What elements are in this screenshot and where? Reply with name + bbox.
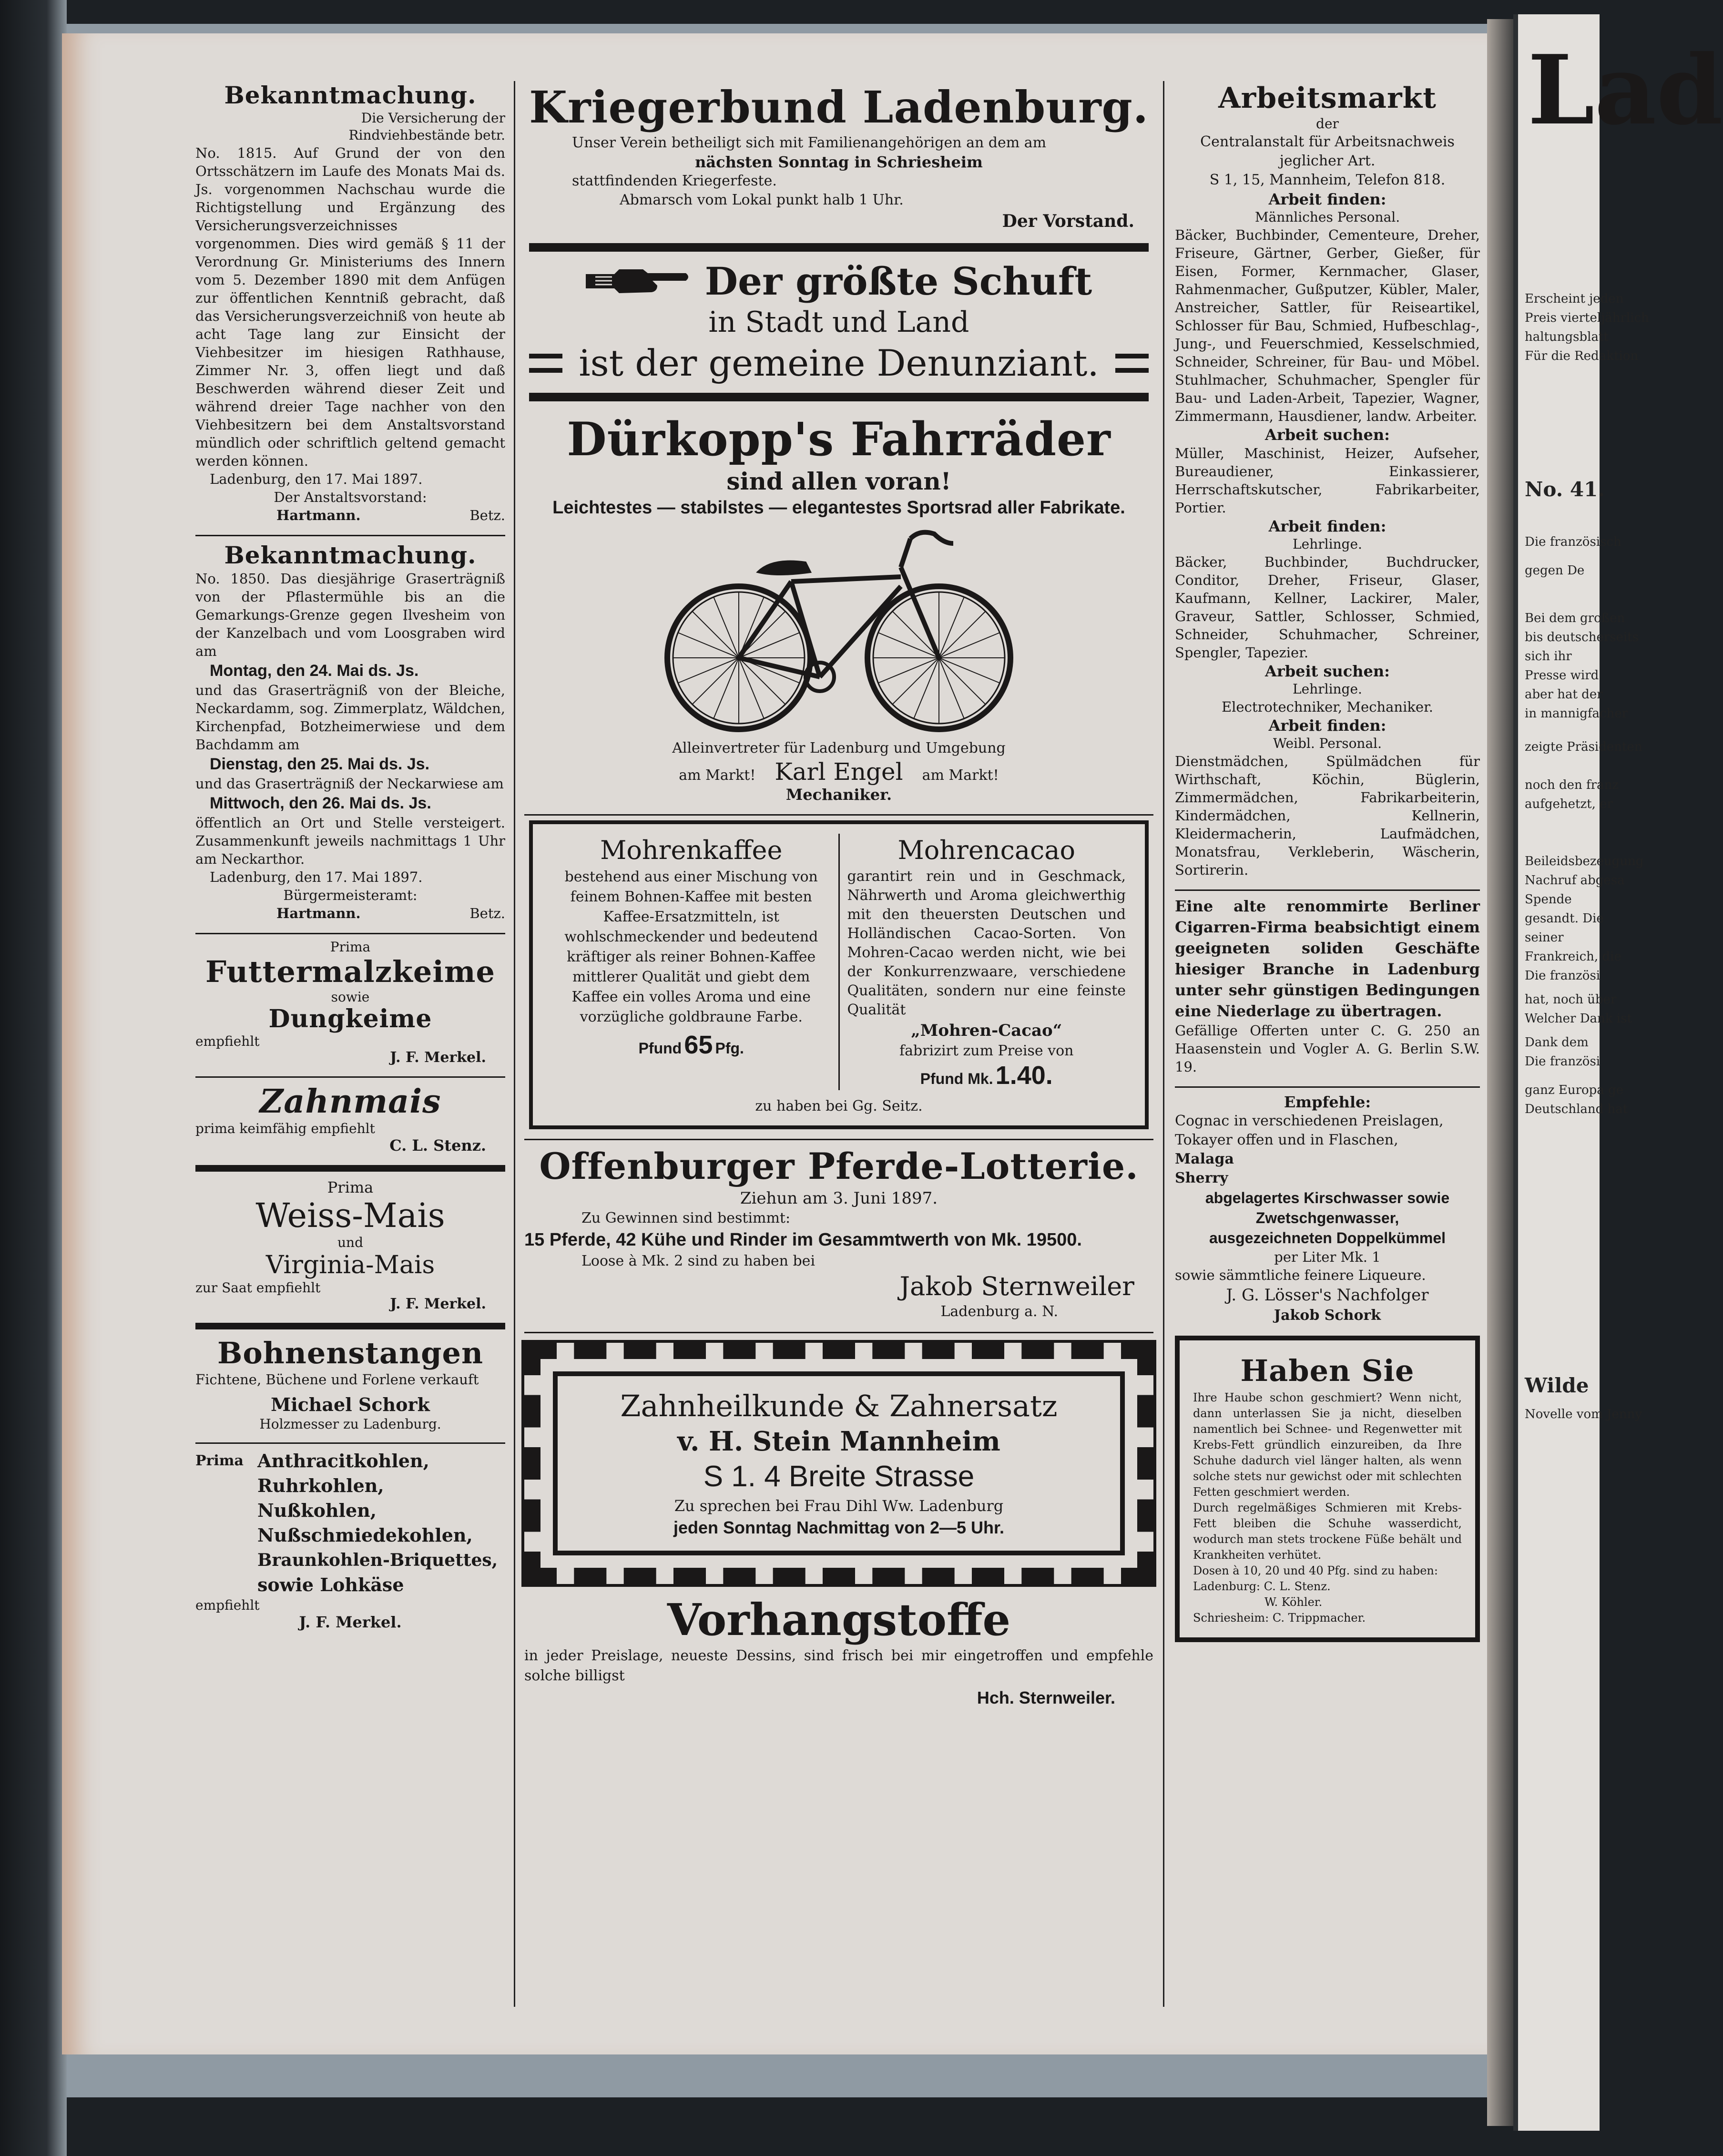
habensie-seller: Schriesheim: C. Trippmacher. [1193, 1611, 1366, 1625]
signer-suffix: Betz. [469, 905, 505, 921]
arbeits-sub: Lehrlinge. [1293, 681, 1362, 697]
arbeits-list: Dienstmädchen, Spülmädchen für Wirthschaft, Köchin, Büglerin, Zimmermädchen, Fabrikarbeiterin, Kindermädchen, Kellnerin, Kleidermacherin, Laufmädchen, Monatsfrau, Verkleberin, Wäscherin, Sortirerin. [1175, 753, 1480, 878]
ad-product: Weiss-Mais [255, 1196, 445, 1235]
ad-product: Virginia-Mais [265, 1251, 435, 1279]
notice-body: und das Graserträgniß der Neckarwiese am [195, 776, 504, 792]
zahnheil-line: Zu sprechen bei Frau Dihl Ww. Ladenburg [674, 1497, 1004, 1515]
divider [524, 1332, 1153, 1333]
next-page-line: Die französi [1525, 969, 1601, 983]
ad-subtitle: sind allen voran! [726, 467, 951, 495]
kohlen-item: sowie Lohkäse [257, 1574, 404, 1595]
next-page-line: aufgehetzt, er [1525, 797, 1613, 811]
ad-agent-row [524, 758, 1153, 786]
arbeits-anstalt: Centralanstalt für Arbeitsnachweis jeglicher Art. [1200, 133, 1455, 169]
ad-seller: Michael Schork [271, 1394, 430, 1415]
ad-line: nächsten Sonntag in Schriesheim [695, 153, 983, 171]
masthead: Lad [1528, 34, 1723, 146]
mohren-footer: zu haben bei Gg. Seitz. [755, 1098, 923, 1114]
spirits-seller2: Jakob Schork [1274, 1307, 1381, 1324]
kohlen-list [257, 1449, 505, 1597]
lotterie-prizes: 15 Pferde, 42 Kühe und Rinder im Gesammtwerth von Mk. 19500. [524, 1230, 1082, 1250]
column-2 [524, 81, 1153, 1720]
ad-line: Unser Verein betheiligt sich mit Familienangehörigen an dem am [572, 134, 1047, 151]
notice-date: Ladenburg, den 17. Mai 1897. [210, 471, 423, 487]
ad-line: stattfindenden Kriegerfeste. [572, 173, 777, 189]
column-3 [1175, 81, 1480, 1653]
signer-suffix: Betz. [469, 507, 505, 523]
arbeits-heading: Arbeit suchen: [1265, 426, 1390, 444]
next-page-line: Welcher Dank ist [1525, 1012, 1632, 1026]
ad-kohlen [195, 1449, 505, 1631]
habensie-seller: W. Köhler. [1264, 1595, 1323, 1609]
ad-empfiehlt: empfiehlt [195, 1597, 260, 1613]
cigarren-offer: Gefällige Offerten unter C. G. 250 an Haasenstein und Vogler A. G. Berlin S.W. 19. [1175, 1022, 1480, 1075]
ad-zahnheilkunde [524, 1343, 1153, 1584]
kohlen-item: Nußkohlen, [257, 1500, 377, 1521]
notice-gras [195, 541, 505, 922]
habensie-dosen: Dosen à 10, 20 und 40 Pfg. sind zu haben: [1193, 1564, 1438, 1577]
zahnheil-title: Zahnheilkunde & Zahnersatz [620, 1389, 1058, 1423]
notice-title: Bekanntmachung. [224, 81, 477, 109]
mohren-body: bestehend aus einer Mischung von feinem Bohnen-Kaffee mit besten Kaffee-Ersatzmitteln, ist wohlschmeckender und bedeutend kräftiger als reiner Bohnen-Kaffee mittlerer Qualität und giebt dem Kaffee ein volles Aroma und eine vorzügliche goldbraune Farbe. [564, 869, 818, 1025]
ornament-bar [1115, 354, 1149, 373]
next-page-line: Die französisch [1525, 535, 1621, 549]
ad-futtermalzkeime [195, 939, 505, 1066]
ad-title: Kriegerbund Ladenburg. [529, 82, 1149, 133]
notice-body: No. 1815. Auf Grund der von den Ortsschätzern im Laufe des Monats Mai ds. Js. vorgenommen Nachschau wurde die Richtigstellung und Ergänzung des Versicherungsverzeichnisses vorgenommen. Dies wird gemäß § 11 der Verordnung Gr. Ministeriums des Innern vom 5. Dezember 1890 mit dem Anfügen zur öffentlichen Kenntniß gebracht, daß das Versicherungsverzeichniß von heute ab acht Tage lang zur Einsicht der Viehbesitzer im hiesigen Rathhause, Zimmer Nr. 3, offen liegt und daß Beschwerden während dieser Zeit und während dreier Tage nachher von den Viehbesitzern bei dem Anstaltsvorstand mündlich oder schriftlich geltend gemacht werden können. [195, 145, 505, 469]
spirits-line: abgelagertes Kirschwasser sowie [1205, 1189, 1450, 1206]
price-value: 65 [684, 1031, 713, 1059]
divider [195, 1442, 505, 1444]
ad-seller: J. F. Merkel. [299, 1613, 402, 1631]
notice-signature [195, 506, 505, 524]
notice-rindvieh [195, 81, 505, 524]
ad-prefix: Prima [330, 939, 371, 955]
signer: Hartmann. [276, 507, 361, 523]
mohren-columns [544, 834, 1133, 1090]
next-page-line: haltungsblatt [1525, 330, 1609, 344]
notice-office: Bürgermeisteramt: [283, 887, 418, 903]
ad-haben-sie [1175, 1336, 1480, 1642]
spirits-head: Empfehle: [1284, 1093, 1371, 1111]
mohren-title: Mohrencacao [897, 835, 1075, 865]
next-page-line: Die französi [1525, 1054, 1601, 1069]
notice-intro: No. 1850. Das diesjährige Graserträgniß von der Pflastermühle bis an die Gemarkungs-Grenze gegen Ilvesheim von der Kanzelbach und vom Loosgraben wird am [195, 571, 505, 659]
spirits-line: Zwetschgenwasser, [1255, 1209, 1399, 1226]
habensie-body: Durch regelmäßiges Schmieren mit Krebs-Fett bleiben die Schuhe wasserdicht, wodurch man stets trockene Füße behält und Krankheiten verhütet. [1193, 1501, 1462, 1562]
divider [195, 933, 505, 934]
schuft-line2: in Stadt und Land [708, 306, 969, 339]
arbeits-list: Bäcker, Buchbinder, Buchdrucker, Conditor, Dreher, Friseur, Glaser, Kaufmann, Kellner, Lackirer, Maler, Graveur, Sattler, Schlosser, Schmied, Schneider, Schuhmacher, Schreiner, Spengler, Tapezier. [1175, 554, 1480, 661]
divider [195, 1076, 505, 1078]
next-page-line: Novelle vom Jenny [1525, 1407, 1642, 1421]
zahnheil-name: v. H. Stein Mannheim [677, 1426, 1000, 1457]
next-page-line: zeigte Präsidenten [1525, 740, 1642, 754]
ad-product: Zahnmais [259, 1083, 441, 1121]
spirits-seller: J. G. Lösser's Nachfolger [1226, 1286, 1429, 1305]
habensie-seller: Ladenburg: C. L. Stenz. [1193, 1580, 1331, 1593]
vorhang-body: in jeder Preislage, neueste Dessins, sind frisch bei mir eingetroffen und empfehle solche billigst [524, 1647, 1153, 1684]
ad-signer: Der Vorstand. [1002, 211, 1134, 231]
divider-thick [195, 1165, 505, 1172]
zahnheil-line: jeden Sonntag Nachmittag von 2—5 Uhr. [673, 1518, 1005, 1537]
kohlen-item: Anthracitkohlen, [257, 1450, 429, 1471]
kohlen-item: Nußschmiedekohlen, [257, 1524, 473, 1546]
next-page-line: Deutschland hat [1525, 1102, 1628, 1116]
notice-day: Mittwoch, den 26. Mai ds. Js. [210, 794, 431, 812]
next-page-line: bis deutscherseits [1525, 630, 1639, 644]
notice-signature [195, 904, 505, 922]
ad-tagline: Leichtestes — stabilstes — elegantestes Sportsrad aller Fabrikate. [552, 498, 1125, 518]
ad-connector: und [337, 1235, 363, 1250]
lotterie-draw: Ziehun am 3. Juni 1897. [740, 1189, 938, 1208]
ad-vorhangstoffe [524, 1594, 1153, 1710]
arbeits-der: der [1316, 116, 1339, 132]
bicycle-illustration [653, 524, 1025, 734]
ad-empfiehlt: empfiehlt [195, 1033, 260, 1049]
ad-line: Fichtene, Büchene und Forlene verkauft [195, 1371, 479, 1388]
arbeits-sub: Männliches Personal. [1254, 209, 1400, 225]
notice-title: Bekanntmachung. [224, 541, 477, 569]
mohren-title: Mohrenkaffee [600, 835, 783, 865]
ad-arbeitsmarkt [1175, 81, 1480, 879]
price-value: 1.40. [995, 1061, 1053, 1090]
ad-agent-name: Karl Engel [775, 758, 903, 786]
price-prefix: Pfund [638, 1040, 682, 1057]
mohren-price [552, 1030, 831, 1060]
ad-title: Vorhangstoffe [667, 1594, 1011, 1645]
next-page-line: sich ihr [1525, 649, 1572, 664]
ad-product: Bohnenstangen [217, 1336, 484, 1370]
divider-thick [195, 1323, 505, 1329]
spirits-line: ausgezeichneten Doppelkümmel [1209, 1229, 1446, 1247]
divider [1175, 889, 1480, 891]
arbeits-heading: Arbeit suchen: [1265, 662, 1390, 680]
notice-body: und das Graserträgniß von der Bleiche, Neckardamm, sog. Zimmerplatz, Wäldchen, Kirchenpfad, Botzheimerwiese und dem Bachdamm am [195, 682, 505, 753]
ad-title: Arbeitsmarkt [1218, 82, 1437, 115]
spirits-line: sowie sämmtliche feinere Liqueure. [1175, 1267, 1426, 1283]
ad-zahnmais [195, 1083, 505, 1155]
ad-title: Dürkopp's Fahrräder [567, 412, 1111, 466]
ornament-bar [529, 354, 562, 373]
mohren-body: garantirt rein und in Geschmack, Nährwerth und Aroma gleichwerthig mit den theuersten Deutschen und Holländischen Cacao-Sorten. Von Mohren-Cacao werden nicht, wie bei der Konkurrenzwaare, verschiedene Qualitäten, sondern nur eine feinste Qualität [847, 868, 1126, 1018]
next-page-line: noch den franz [1525, 778, 1619, 792]
price-suffix: Pfg. [715, 1040, 744, 1057]
mohrencacao [838, 834, 1134, 1090]
next-page-edge [1513, 14, 1723, 2131]
next-page-line: Wilde [1525, 1374, 1589, 1397]
ad-am-markt: am Markt! [922, 767, 999, 784]
arbeits-list: Electrotechniker, Mechaniker. [1221, 699, 1433, 715]
next-page-line: Bei dem großen [1525, 611, 1625, 625]
lotterie-place: Ladenburg a. N. [940, 1303, 1058, 1320]
price-prefix: Pfund Mk. [920, 1070, 993, 1087]
ad-line: prima keimfähig empfiehlt [195, 1121, 375, 1136]
spirits-line: Cognac in verschiedenen Preislagen, [1175, 1113, 1444, 1129]
next-page-line: Spende [1525, 892, 1572, 907]
ad-bohnenstangen [195, 1336, 505, 1432]
kohlen-item: Braunkohlen-Briquettes, [257, 1550, 498, 1570]
schuft-headline: Der größte Schuft [704, 259, 1092, 304]
arbeits-list: Bäcker, Buchbinder, Cementeure, Dreher, Friseure, Gärtner, Gerber, Gießer, für Eisen, Former, Kernmacher, Glaser, Rahmenmacher, Gußputzer, Kübler, Maler, Anstreicher, Sattler, für Reiseartikel, Schlosser für Bau, Schmied, Hufbeschlag-, Jung-, und Feuerschmied, Kesselschmied, Schneider, Schreiner, für Bau- und Möbel. Stuhlmacher, Schuhmacher, Spengler für Bau- und Laden-Arbeit, Tapezier, Wagner, Zimmermann, Hausdiener, landw. Arbeiter. [1175, 227, 1480, 424]
cigarren-body: Eine alte renommirte Berliner Cigarren-Firma beabsichtigt einem geeigneten soliden Geschäfte hiesiger Branche in Ladenburg unter sehr günstigen Bedingungen eine Niederlage zu übertragen. [1175, 897, 1480, 1020]
next-page-line: Für die Redaktion [1525, 349, 1639, 363]
ad-kriegerbund [524, 81, 1153, 233]
schuft-line3-row [529, 340, 1149, 386]
mohren-made: fabrizirt zum Preise von [899, 1042, 1074, 1059]
divider-thick [529, 393, 1149, 401]
notice-office: Der Anstaltsvorstand: [274, 489, 427, 505]
next-page-line: ganz Europa ge [1525, 1083, 1624, 1097]
ad-seller: C. L. Stenz. [389, 1136, 486, 1155]
ad-schuft [524, 243, 1153, 401]
ad-lotterie [524, 1145, 1153, 1321]
next-page-line: Presse wird [1525, 668, 1599, 683]
next-page-line: in mannigfacher [1525, 706, 1628, 721]
ad-duerkopp [524, 412, 1153, 804]
notice-subtitle: Die Versicherung der Rindviehbestände betr. [348, 110, 505, 143]
next-page-line: Preis vierteljährlich [1525, 311, 1649, 325]
next-page-line: Erscheint jeden [1525, 292, 1624, 306]
column-1 [195, 81, 505, 1642]
spirits-line: Malaga [1175, 1151, 1234, 1167]
next-page-line: Dank dem [1525, 1035, 1589, 1050]
ad-cigarren [1175, 896, 1480, 1076]
next-page-line: Frankreich, die [1525, 950, 1621, 964]
notice-day: Montag, den 24. Mai ds. Js. [210, 662, 419, 680]
lotterie-lose: Loose à Mk. 2 sind zu haben bei [581, 1253, 816, 1269]
vorhang-seller: Hch. Sternweiler. [977, 1688, 1115, 1707]
divider [524, 814, 1153, 816]
divider [195, 535, 505, 536]
notice-date: Ladenburg, den 17. Mai 1897. [210, 869, 423, 885]
ad-product: Futtermalzkeime [205, 954, 495, 989]
kohlen-item: Ruhrkohlen, [257, 1475, 384, 1496]
spirits-line: Sherry [1175, 1170, 1228, 1186]
spirits-line: Tokayer offen und in Flaschen, [1175, 1132, 1398, 1148]
signer: Hartmann. [276, 905, 361, 921]
arbeits-list: Müller, Maschinist, Heizer, Aufseher, Bureaudiener, Einkassierer, Herrschaftskutscher, Fabrikarbeiter, Portier. [1175, 445, 1480, 516]
next-page-line: No. 41. [1525, 478, 1605, 501]
ad-product: Dungkeime [268, 1004, 432, 1033]
ad-line: Abmarsch vom Lokal punkt halb 1 Uhr. [620, 192, 904, 208]
ad-title: Offenburger Pferde-Lotterie. [539, 1145, 1139, 1187]
arbeits-heading: Arbeit finden: [1268, 716, 1387, 735]
arbeits-heading: Arbeit finden: [1268, 517, 1387, 535]
lotterie-seller: Jakob Sternweiler [899, 1271, 1134, 1301]
arbeits-address: S 1, 15, Mannheim, Telefon 818. [1209, 172, 1446, 188]
ad-seller: J. F. Merkel. [390, 1296, 486, 1312]
schuft-line1 [529, 258, 1149, 304]
divider [524, 1139, 1153, 1140]
next-page-line: gegen De [1525, 563, 1585, 578]
ad-agent-line: Alleinvertreter für Ladenburg und Umgebung [672, 740, 1006, 756]
arbeits-sub: Lehrlinge. [1293, 536, 1362, 552]
mohren-price [847, 1061, 1126, 1090]
habensie-body: Ihre Haube schon geschmiert? Wenn nicht, dann unterlassen Sie ja nicht, dieselben namentlich bei Schnee- und Regenwetter mit Krebs-Fett gründlich einzureiben, da Ihre Schuhe dadurch viel länger halten, als wenn solche stets nur gewichst oder mit schlechten Fetten geschmiert werden. [1193, 1391, 1462, 1499]
ad-seller-role: Holzmesser zu Ladenburg. [259, 1416, 441, 1432]
lotterie-win: Zu Gewinnen sind bestimmt: [581, 1210, 791, 1226]
spine-shadow [1487, 19, 1516, 2126]
ad-prefix: Prima [327, 1178, 374, 1196]
ad-am-markt: am Markt! [679, 767, 756, 784]
arbeits-heading: Arbeit finden: [1268, 190, 1387, 208]
spirits-line: per Liter Mk. 1 [1274, 1249, 1381, 1265]
habensie-title: Haben Sie [1240, 1353, 1415, 1388]
kohlen-row [195, 1449, 505, 1597]
pointing-hand-icon [586, 265, 691, 298]
mohrenkaffee [544, 834, 838, 1090]
ad-spirits [1175, 1093, 1480, 1325]
schuft-line3: ist der gemeine Denunziant. [579, 342, 1099, 384]
book-binding [0, 0, 67, 2156]
ad-seller: J. F. Merkel. [390, 1049, 486, 1066]
next-page-line: hat, noch über [1525, 992, 1617, 1007]
divider [1175, 1086, 1480, 1088]
next-page-line: Beileidsbezeugung [1525, 854, 1644, 869]
column-rule-left [514, 81, 515, 2007]
ad-connector: sowie [331, 989, 370, 1005]
next-page-line: aber hat der [1525, 687, 1603, 702]
ad-mohren [529, 820, 1149, 1129]
next-page-line: Nachruf abgesa [1525, 873, 1625, 888]
kohlen-prefix: Prima [195, 1452, 244, 1469]
ad-agent-role: Mechaniker. [785, 786, 892, 804]
arbeits-sub: Weibl. Personal. [1273, 736, 1382, 751]
column-rule-right [1163, 81, 1164, 2007]
notice-body: öffentlich an Ort und Stelle versteigert. Zusammenkunft jeweils nachmittags 1 Uhr am Neckarthor. [195, 815, 505, 867]
mohren-quote: „Mohren-Cacao“ [911, 1021, 1062, 1040]
ad-line: zur Saat empfiehlt [195, 1280, 321, 1296]
ad-weissmais [195, 1178, 505, 1312]
notice-day: Dienstag, den 25. Mai ds. Js. [210, 755, 430, 773]
zahnheil-address: S 1. 4 Breite Strasse [703, 1460, 975, 1493]
next-page-line: seiner [1525, 930, 1564, 945]
divider-thick [529, 243, 1149, 252]
next-page-line: gesandt. Die [1525, 911, 1604, 926]
zahnheil-inner [553, 1371, 1125, 1555]
